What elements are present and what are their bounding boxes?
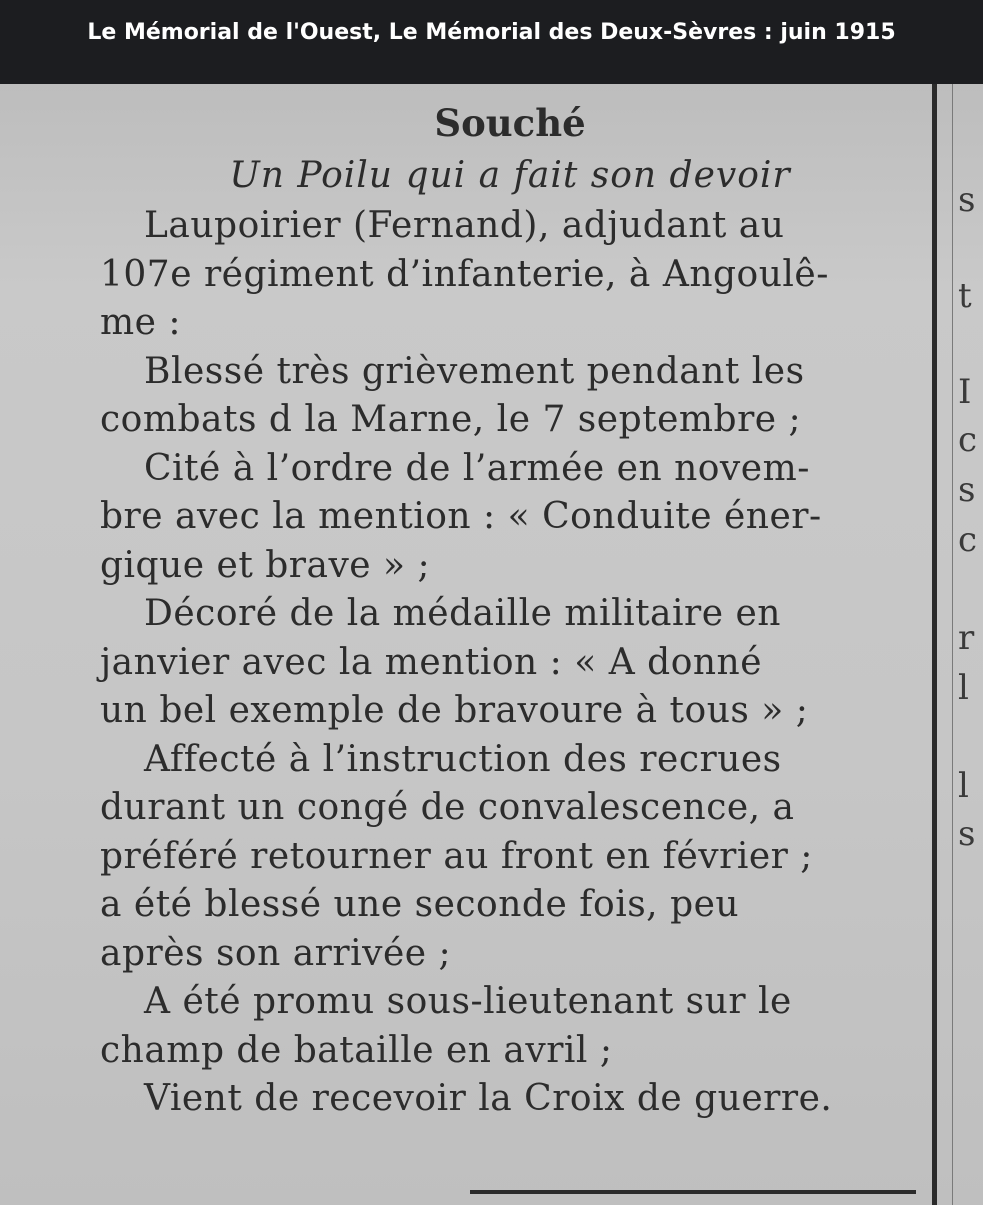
text-line: janvier avec la mention : « A donné: [100, 641, 763, 683]
article-heading: Souché: [434, 101, 586, 145]
text-line: 107e régiment d’infanterie, à Angoulê-: [100, 253, 829, 295]
text-line: Laupoirier (Fernand), adjudant au: [144, 205, 785, 246]
text-line: Blessé très grièvement pendant les: [144, 350, 805, 392]
text-line: un bel exemple de bravoure à tous » ;: [100, 690, 809, 731]
next-column-fragment: I: [958, 372, 972, 412]
text-line: bre avec la mention : « Conduite éner-: [100, 496, 822, 537]
article-end-rule: [470, 1190, 916, 1194]
text-line: Affecté à l’instruction des recrues: [144, 738, 782, 780]
next-column-fragment: s: [958, 180, 976, 220]
column-divider-thin: [952, 84, 953, 1205]
next-column-fragment: s: [958, 814, 976, 854]
text-line: Vient de recevoir la Croix de guerre.: [144, 1078, 833, 1119]
next-column-fragment: r: [958, 618, 975, 658]
next-column-fragment: s: [958, 470, 976, 510]
window-title: Le Mémorial de l'Ouest, Le Mémorial des Deux-Sèvres : juin 1915: [87, 20, 896, 45]
text-line: Cité à l’ordre de l’armée en novem-: [144, 447, 810, 489]
next-column-fragment: c: [958, 420, 978, 460]
text-line: gique et brave » ;: [100, 544, 431, 586]
text-line: champ de bataille en avril ;: [100, 1029, 613, 1071]
text-line: après son arrivée ;: [100, 932, 452, 974]
next-column-fragment: l: [958, 766, 969, 806]
text-line: préféré retourner au front en février ;: [100, 835, 813, 877]
next-column-fragment: l: [958, 668, 969, 708]
text-line: a été blessé une seconde fois, peu: [100, 884, 740, 925]
article-subheading: Un Poilu qui a fait son devoir: [229, 155, 791, 196]
column-divider: [932, 84, 937, 1205]
text-line: durant un congé de convalescence, a: [100, 787, 795, 828]
text-line: Décoré de la médaille militaire en: [144, 593, 781, 634]
next-column-fragment: c: [958, 520, 978, 560]
next-column-fragment: t: [958, 276, 972, 316]
text-line: A été promu sous-lieutenant sur le: [144, 981, 792, 1022]
article: [100, 96, 922, 1124]
text-line: combats d la Marne, le 7 septembre ;: [100, 399, 802, 440]
text-line: me :: [100, 302, 182, 343]
window-title-bar: [0, 0, 983, 84]
article-body: [100, 202, 922, 1124]
